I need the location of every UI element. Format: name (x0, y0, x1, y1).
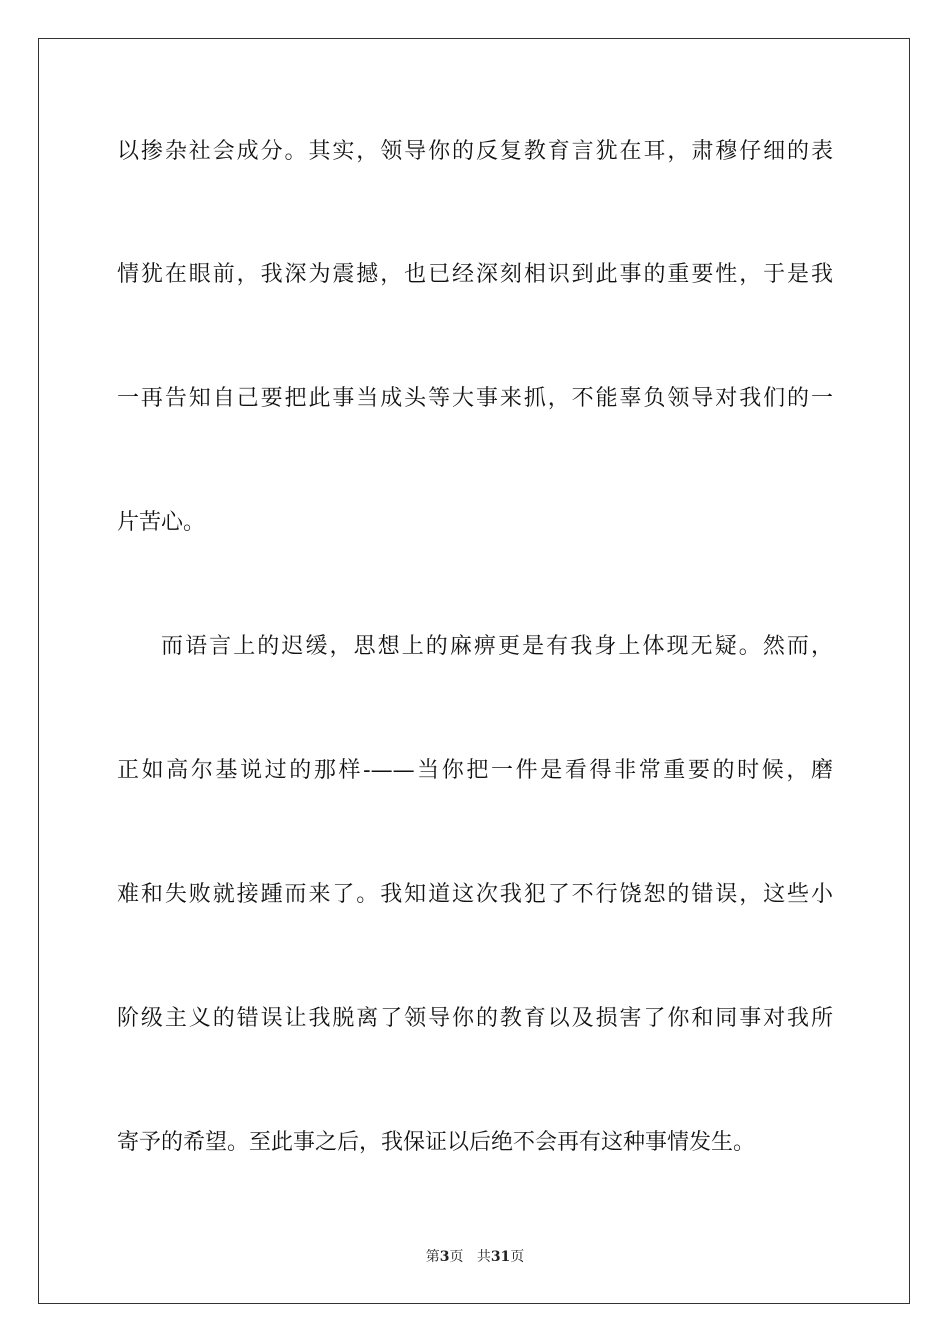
text-line: 难和失败就接踵而来了。我知道这次我犯了不行饶恕的错误，这些小 (117, 882, 833, 907)
text-line: 一再告知自己要把此事当成头等大事来抓，不能辜负领导对我们的一 (117, 386, 833, 411)
text-line: 阶级主义的错误让我脱离了领导你的教育以及损害了你和同事对我所 (117, 1006, 833, 1031)
text-line: 正如高尔基说过的那样-——当你把一件是看得非常重要的时候，磨 (117, 758, 833, 783)
page-suffix: 页 (449, 1249, 464, 1265)
text-line: 以掺杂社会成分。其实，领导你的反复教育言犹在耳，肃穆仔细的表 (117, 139, 833, 164)
total-prefix: 共 (476, 1249, 491, 1265)
total-suffix: 页 (510, 1249, 525, 1265)
page-footer (0, 1247, 950, 1267)
text-line: 而语言上的迟缓，思想上的麻痹更是有我身上体现无疑。然而， (161, 634, 833, 659)
page-prefix: 第 (425, 1249, 440, 1265)
text-line: 寄予的希望。至此事之后，我保证以后绝不会再有这种事情发生。 (117, 1130, 756, 1155)
page-number: 3 (439, 1249, 450, 1265)
text-line: 情犹在眼前，我深为震撼，也已经深刻相识到此事的重要性，于是我 (117, 262, 833, 287)
text-line: 片苦心。 (117, 510, 206, 535)
page-border (38, 38, 910, 1304)
total-pages: 31 (490, 1249, 511, 1265)
